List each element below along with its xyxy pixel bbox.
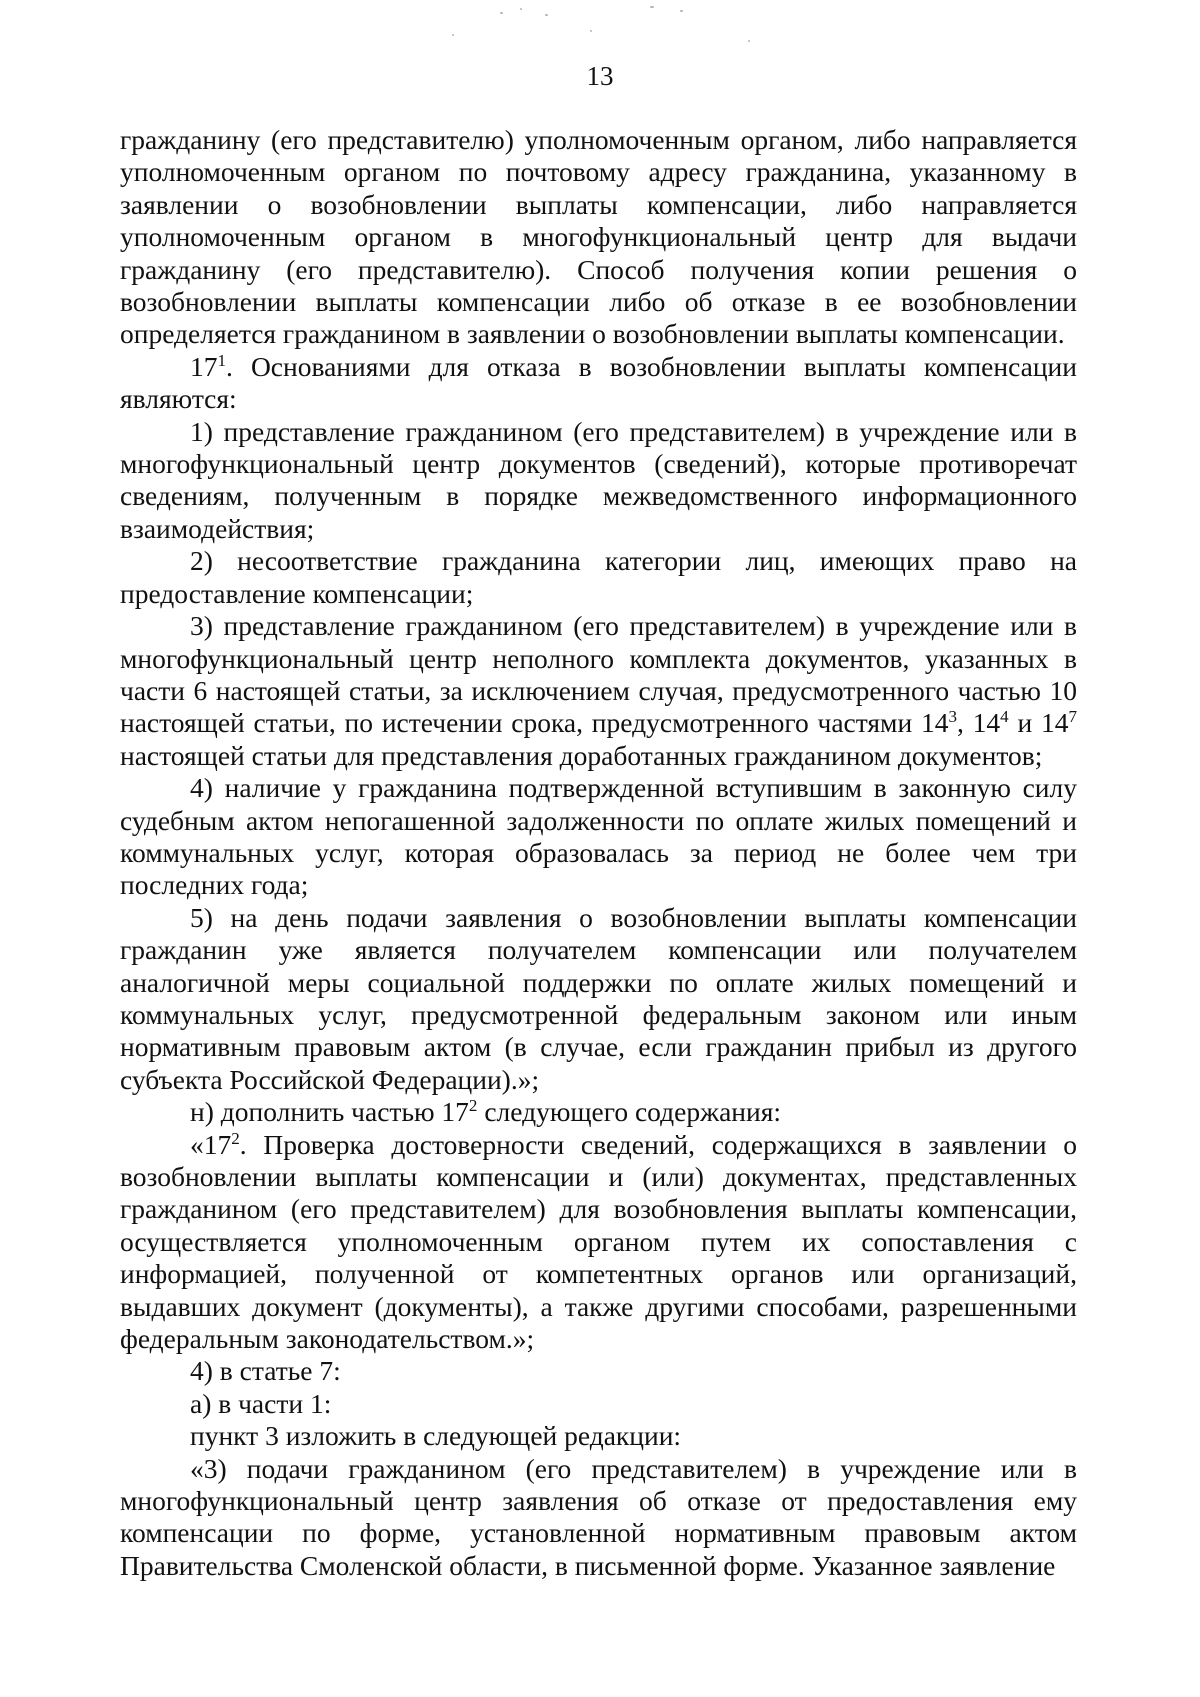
list-item-4: 4) наличие у гражданина подтвержденной вступившим в законную силу судебным актом непогашенной задолженности по оплате жилых помещений и коммунальных услуг, которая образовалась за период не более чем три последних года;	[120, 772, 1077, 901]
amendment-part-1: а) в части 1:	[190, 1387, 332, 1419]
scan-speck	[650, 6, 654, 8]
amendment-point-3: пункт 3 изложить в следующей редакции:	[190, 1420, 682, 1452]
text-segment: настоящей статьи для представления доработанных гражданином документов;	[120, 739, 1043, 771]
paragraph-17-2	[120, 1129, 1077, 1356]
scan-speck	[500, 12, 503, 14]
superscript: 1	[217, 350, 227, 370]
page-number: 13	[586, 61, 614, 91]
list-item-2: 2) несоответствие гражданина категории лиц, имеющих право на предоставление компенсации;	[120, 545, 1077, 609]
superscript: 7	[1068, 707, 1078, 727]
amendment-article-7: 4) в статье 7:	[190, 1355, 341, 1387]
text-segment: 3) представление гражданином (его представителем) в учреждение или в многофункциональный центр неполного комплекта документов, указанных в части 6 настоящей статьи, за исключением случая, предусмотренного частью 10 настоящей статьи, по истечении срока, предусмотренного частями 14	[120, 610, 1077, 739]
paragraph-17-1	[120, 351, 1077, 416]
text-segment: 17	[190, 350, 218, 382]
scan-speck	[452, 34, 454, 36]
superscript: 4	[1000, 707, 1009, 727]
superscript: 2	[468, 1095, 478, 1115]
text-segment: н) дополнить частью 17	[190, 1096, 469, 1128]
text-segment: следующего содержания:	[477, 1096, 782, 1128]
text-segment: , 14	[956, 707, 1001, 739]
text-segment: . Основаниями для отказа в возобновлении выплаты компенсации являются:	[120, 350, 1077, 415]
scan-speck	[590, 30, 592, 32]
list-item-3	[120, 610, 1077, 772]
amendment-n	[120, 1096, 1077, 1128]
scan-speck	[520, 8, 522, 10]
list-item-1: 1) представление гражданином (его представителем) в учреждение или в многофункциональный центр документов (сведений), которые противоречат сведениям, полученным в порядке межведомственного информационного взаимодействия;	[120, 415, 1077, 544]
text-segment: «17	[190, 1128, 232, 1160]
scan-speck	[748, 40, 750, 42]
list-item-5: 5) на день подачи заявления о возобновлении выплаты компенсации гражданин уже является получателем компенсации или получателем аналогичной меры социальной поддержки по оплате жилых помещений и коммунальных услуг, предусмотренной федеральным законом или иным нормативным правовым актом (в случае, если гражданин прибыл из другого субъекта Российской Федерации).»;	[120, 901, 1077, 1095]
text-segment: . Проверка достоверности сведений, содержащихся в заявлении о возобновлении выплаты компенсации и (или) документах, представленных гражданином (его представителем) для возобновления выплаты компенсации, осуществляется уполномоченным органом путем их сопоставления с информацией, полученной от компетентных органов или организаций, выдавших документ (документы), а также другими способами, разрешенными федеральным законодательством.»;	[120, 1128, 1077, 1355]
quoted-point-3: «3) подачи гражданином (его представителем) в учреждение или в многофункциональный центр заявления об отказе от предоставления ему компенсации по форме, установленной нормативным правовым актом Правительства Смоленской области, в письменной форме. Указанное заявление	[120, 1452, 1077, 1581]
scan-speck	[680, 10, 683, 12]
superscript: 3	[948, 707, 957, 727]
document-body	[120, 124, 1077, 1582]
text-segment: и 14	[1008, 707, 1069, 739]
scan-speck	[545, 14, 548, 16]
paragraph-continuation: гражданину (его представителю) уполномоченным органом, либо направляется уполномоченным органом по почтовому адресу гражданина, указанному в заявлении о возобновлении выплаты компенсации, либо направляется уполномоченным органом в многофункциональный центр для выдачи гражданину (его представителю). Способ получения копии решения о возобновлении выплаты компенсации либо об отказе в ее возобновлении определяется гражданином в заявлении о возобновлении выплаты компенсации.	[120, 124, 1077, 350]
superscript: 2	[231, 1128, 240, 1148]
